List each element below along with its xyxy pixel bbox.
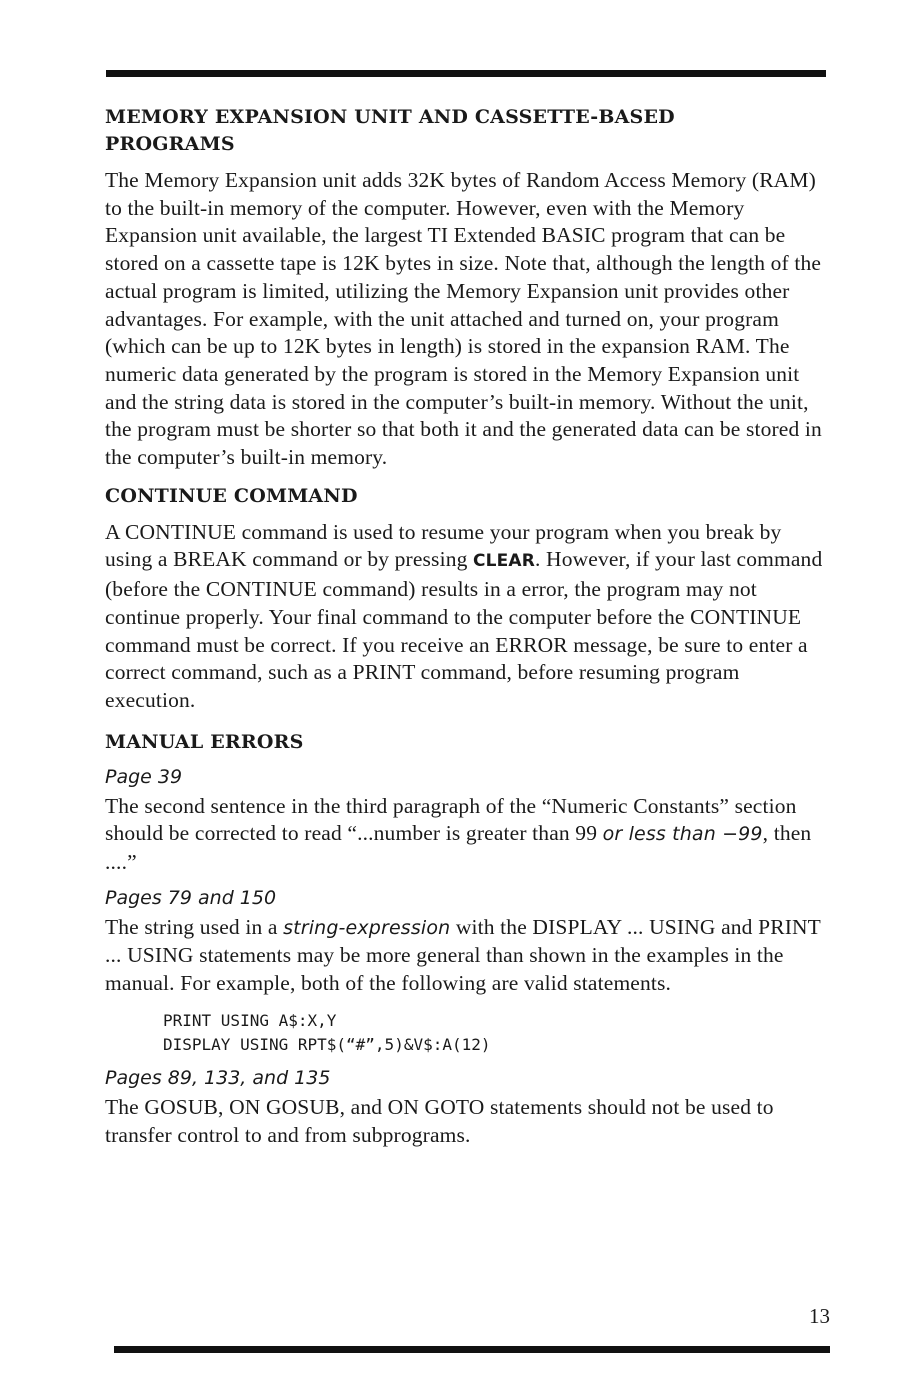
- page-39-text-b: , then ....”: [105, 821, 812, 875]
- top-rule: [106, 70, 826, 77]
- continue-command-paragraph: [105, 519, 825, 715]
- page-79-italic: string-expression: [283, 916, 451, 939]
- bottom-rule: [114, 1346, 830, 1353]
- section-heading-manual-errors: MANUAL ERRORS: [105, 730, 304, 753]
- page-89-correction: The GOSUB, ON GOSUB, and ON GOTO statements should not be used to transfer control to and from subprograms.: [105, 1094, 774, 1147]
- page-39-italic: or less than −99: [602, 823, 763, 846]
- clear-key-label: CLEAR: [473, 551, 535, 572]
- page-number: 13: [809, 1304, 830, 1328]
- page-ref-39: Page 39: [105, 765, 183, 788]
- section-heading-memory-expansion: MEMORY EXPANSION UNIT AND CASSETTE-BASED PROGRAMS: [105, 106, 675, 155]
- continue-text-before-key: A CONTINUE command is used to resume your program when you break by using a BREAK command or by pressing: [105, 519, 782, 572]
- code-line-print-using: PRINT USING A$:X,Y: [163, 1010, 337, 1030]
- code-line-display-using: DISPLAY USING RPT$(“#”,5)&V$:A(12): [163, 1034, 491, 1054]
- page-content: [105, 104, 825, 1149]
- page-ref-79-150: Pages 79 and 150: [105, 886, 277, 909]
- memory-expansion-paragraph: The Memory Expansion unit adds 32K bytes of Random Access Memory (RAM) to the built-in memory of the computer. However, even with the Memory Expansion unit available, the largest TI Extended BASIC program that can be stored on a cassette tape is 12K bytes in size. Note that, although the length of the actual program is limited, utilizing the Memory Expansion unit provides other advantages. For example, with the unit attached and turned on, your program (which can be up to 12K bytes in length) is stored in the expansion RAM. The numeric data generated by the program is stored in the Memory Expansion unit and the string data is stored in the computer’s built-in memory. Without the unit, the program must be shorter so that both it and the generated data can be stored in the computer’s built-in memory.: [105, 168, 822, 470]
- continue-text-after-key: . However, if your last command (before the CONTINUE command) results in a error, the program may not continue properly. Your final command to the computer before the CONTINUE command must be correct. If you receive an ERROR message, be sure to enter a correct command, such as a PRINT command, before resuming program execution.: [105, 547, 823, 712]
- page-ref-89-133-135: Pages 89, 133, and 135: [105, 1066, 331, 1089]
- page-79-150-correction: [105, 914, 825, 998]
- page-79-text-a: The string used in a: [105, 914, 278, 939]
- page-39-text-a: The second sentence in the third paragraph of the “Numeric Constants” section should be corrected to read “...number is greater than 99: [105, 793, 797, 846]
- section-heading-continue-command: CONTINUE COMMAND: [105, 484, 358, 507]
- page-79-text-b: with the DISPLAY ... USING and PRINT ... USING statements may be more general than shown in the examples in the manual. For example, both of the following are valid statements.: [105, 914, 821, 996]
- page-39-correction: [105, 793, 825, 877]
